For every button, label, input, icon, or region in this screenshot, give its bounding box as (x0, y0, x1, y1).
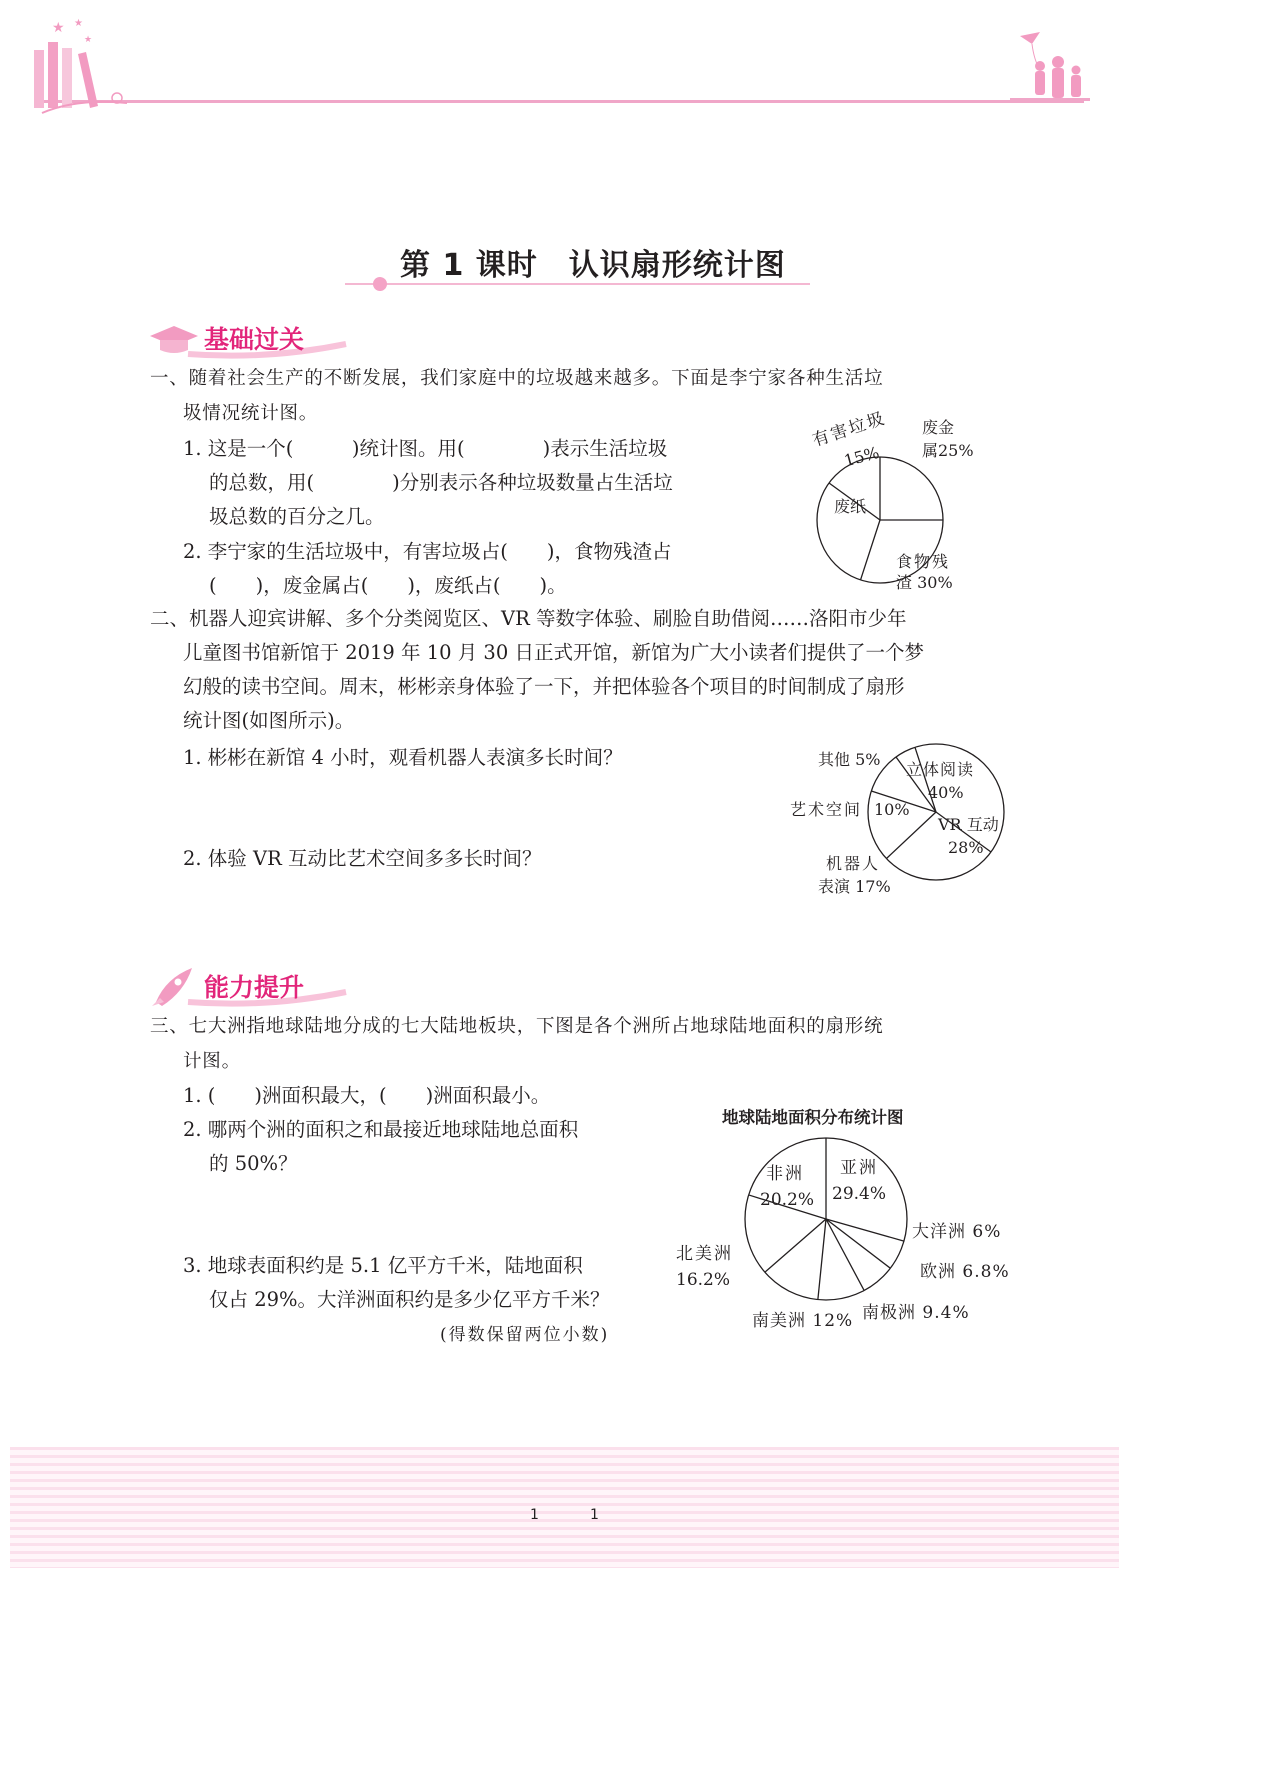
pie3-label-namerica-pct: 16.2% (676, 1270, 731, 1290)
q1-stem-line2: 圾情况统计图。 (183, 403, 319, 424)
pie1-label-hazard-pct: 15% (842, 442, 882, 471)
pie1-label-metal-1: 废金 (922, 418, 955, 437)
q3-part1: 1. ( )洲面积最大，( )洲面积最小。 (183, 1084, 551, 1107)
pie2-label-reading: 立体阅读 (906, 760, 975, 779)
pie3-label-asia-pct: 29.4% (832, 1184, 887, 1204)
q2-stem-line3: 幻般的读书空间。周末，彬彬亲身体验了一下，并把体验各个项目的时间制成了扇形 (183, 675, 905, 698)
q3-part3-line1: 3. 地球表面积约是 5.1 亿平方千米，陆地面积 (183, 1254, 583, 1277)
section-title-advanced: 能力提升 (204, 973, 305, 1002)
pie1-label-food-2: 渣 30% (896, 573, 953, 592)
pie3-slice-divider-5 (818, 1219, 826, 1300)
footer-band (10, 1447, 1119, 1568)
pie2-label-art: 艺术空间 (790, 800, 863, 819)
lesson-title: 第 1 课时 认识扇形统计图 (400, 248, 786, 283)
continents-chart-title: 地球陆地面积分布统计图 (722, 1108, 904, 1127)
pie3-label-africa: 非洲 (766, 1164, 804, 1184)
pie2-label-vr-pct: 28% (948, 838, 984, 857)
q2-stem-line4: 统计图(如图所示)。 (183, 709, 355, 732)
pie2-label-robot-2: 表演 17% (818, 877, 891, 896)
q3-part3-line2: 仅占 29%。大洋洲面积约是多少亿平方千米？ (209, 1288, 610, 1311)
pie3-label-asia: 亚洲 (840, 1158, 878, 1178)
q2-part2: 2. 体验 VR 互动比艺术空间多多长时间？ (183, 847, 542, 870)
pie3-slice-divider-3 (826, 1219, 890, 1268)
section-banner-advanced (148, 962, 358, 1012)
pie3-label-africa-pct: 20.2% (760, 1190, 815, 1210)
section-title-basic: 基础过关 (204, 325, 305, 354)
q2-stem-line2: 儿童图书馆新馆于 2019 年 10 月 30 日正式开馆，新馆为广大小读者们提供了一个梦 (183, 641, 924, 664)
q1-part2-line2: ( )，废金属占( )，废纸占( )。 (209, 574, 567, 597)
title-underline (345, 283, 810, 285)
svg-text:★: ★ (74, 18, 83, 29)
pie3-label-antarctica: 南极洲 9.4% (862, 1303, 970, 1323)
q1-part2-line1: 2. 李宁家的生活垃圾中，有害垃圾占( )，食物残渣占 (183, 540, 672, 563)
pie3-label-namerica: 北美洲 (676, 1244, 733, 1264)
q1-part1-line3: 圾总数的百分之几。 (209, 505, 385, 528)
pie3-slice-divider-4 (826, 1219, 864, 1290)
pie1-label-hazard: 有害垃圾 (810, 408, 889, 452)
pie3-label-europe: 欧洲 6.8% (920, 1262, 1010, 1282)
header-rule (40, 100, 1084, 103)
pie3-label-oceania: 大洋洲 6% (912, 1222, 1002, 1242)
q1-part1-line1: 1. 这是一个( )统计图。用( )表示生活垃圾 (183, 437, 668, 460)
page-number-right: 1 (590, 1507, 599, 1523)
q3-stem-line1: 三、七大洲指地球陆地分成的七大陆地板块，下图是各个洲所占地球陆地面积的扇形统 (150, 1016, 884, 1037)
q2-stem-line1: 二、机器人迎宾讲解、多个分类阅览区、VR 等数字体验、刷脸自助借阅……洛阳市少年 (150, 607, 907, 630)
q3-part2-line2: 的 50%？ (209, 1152, 298, 1175)
section-banner-basic (148, 314, 358, 364)
q3-part3-note: (得数保留两位小数) (440, 1325, 610, 1345)
pie2-label-art-pct: 10% (874, 800, 910, 819)
pie1-label-metal-2: 属25% (922, 441, 974, 460)
pie3-slice-divider-2 (826, 1219, 904, 1241)
q3-stem-line2: 计图。 (183, 1051, 241, 1072)
svg-text:★: ★ (52, 20, 65, 36)
pie1-label-paper: 废纸 (834, 497, 867, 516)
page-number-left: 1 (530, 1507, 539, 1523)
title-dot (373, 277, 387, 291)
pie1-slice-divider-4 (861, 520, 880, 580)
pie3-label-samerica: 南美洲 12% (752, 1311, 854, 1331)
pie1-label-food-1: 食物残 (896, 552, 951, 571)
q1-part1-line2: 的总数，用( )分别表示各种垃圾数量占生活垃 (209, 471, 673, 494)
pie2-label-other: 其他 5% (818, 750, 881, 769)
q3-part2-line1: 2. 哪两个洲的面积之和最接近地球陆地总面积 (183, 1118, 579, 1141)
q2-part1: 1. 彬彬在新馆 4 小时，观看机器人表演多长时间？ (183, 746, 623, 769)
pie3-slice-divider-6 (765, 1219, 826, 1272)
children-kite-icon (1010, 30, 1090, 105)
books-decoration-icon (22, 18, 132, 118)
svg-text:★: ★ (84, 35, 93, 45)
pie2-label-robot-1: 机器人 (826, 854, 881, 873)
q1-stem-line1: 一、随着社会生产的不断发展，我们家庭中的垃圾越来越多。下面是李宁家各种生活垃 (150, 368, 884, 389)
pie2-label-vr: VR 互动 (938, 815, 999, 834)
continents-pie-chart (743, 1136, 909, 1302)
pie2-label-reading-pct: 40% (928, 783, 964, 802)
